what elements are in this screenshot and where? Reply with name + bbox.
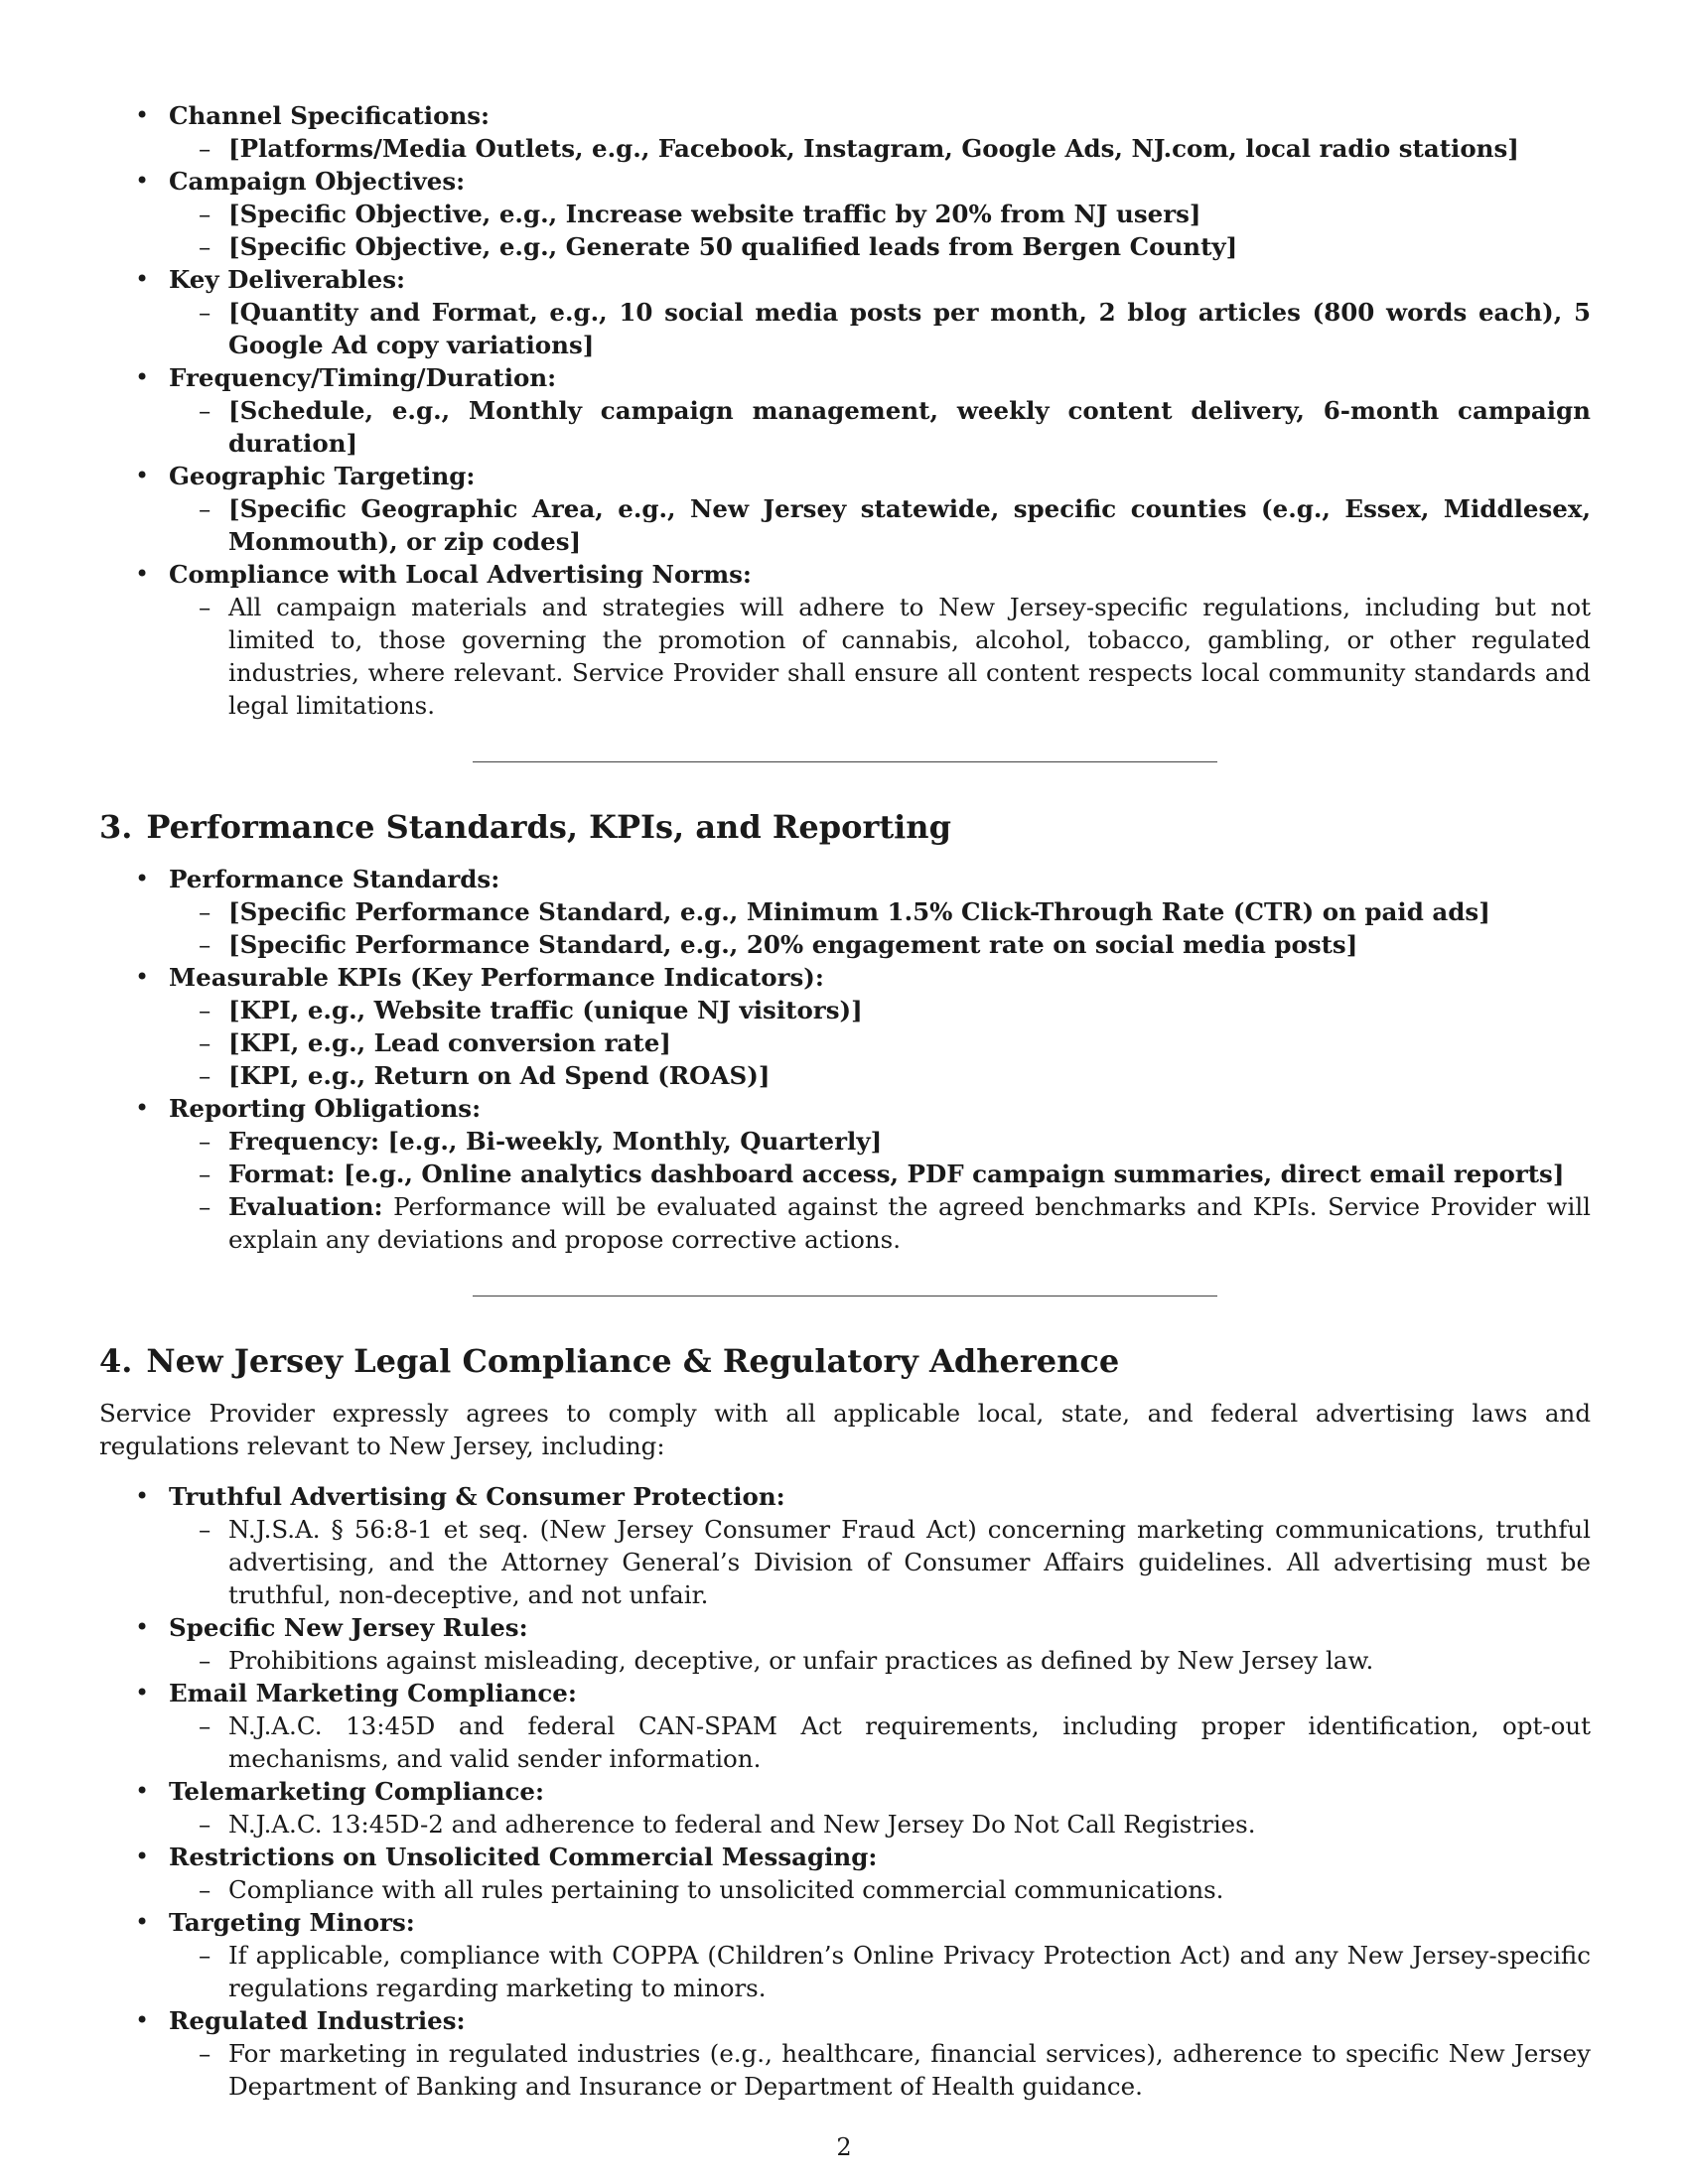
sub-item-bold-text: [Quantity and Format, e.g., 10 social media posts per month, 2 blog articles (800 words each), 5 Google Ad copy variations] [228, 298, 1591, 359]
list-item [99, 1906, 1591, 2004]
sub-item-bold-text: [KPI, e.g., Lead conversion rate] [228, 1028, 671, 1057]
sub-item-bold-text: [Specific Objective, e.g., Generate 50 qualified leads from Bergen County] [228, 232, 1238, 261]
list-item [99, 1611, 1591, 1677]
sub-list [169, 132, 1591, 165]
list-item-label: Specific New Jersey Rules: [169, 1613, 528, 1642]
list-item-label: Key Deliverables: [169, 265, 406, 294]
list-item [99, 1677, 1591, 1775]
section-4-title: New Jersey Legal Compliance & Regulatory Adherence [146, 1342, 1120, 1380]
sub-list-item [169, 1059, 1591, 1092]
sub-list-item [169, 132, 1591, 165]
list-item-label: Measurable KPIs (Key Performance Indicators): [169, 963, 824, 992]
sub-list-item [169, 591, 1591, 722]
section-2-list [99, 99, 1591, 722]
section-3-title: Performance Standards, KPIs, and Reporting [146, 808, 951, 846]
page-number: 2 [836, 2133, 852, 2161]
sub-list-item [169, 394, 1591, 460]
sub-list-item [169, 492, 1591, 558]
sub-item-text: Prohibitions against misleading, deceptive, or unfair practices as defined by New Jersey law. [228, 1646, 1374, 1675]
sub-item-bold-text: Frequency: [e.g., Bi-weekly, Monthly, Quarterly] [228, 1127, 883, 1156]
sub-list-item [169, 1158, 1591, 1190]
sub-list-item [169, 1644, 1591, 1677]
list-item [99, 1480, 1591, 1611]
section-3-heading: 3. Performance Standards, KPIs, and Reporting [99, 808, 951, 846]
sub-item-text: For marketing in regulated industries (e.g., healthcare, financial services), adherence to specific New Jersey Department of Banking and Insurance or Department of Health guidance. [228, 2039, 1591, 2101]
sub-item-bold-text: [Specific Objective, e.g., Increase website traffic by 20% from NJ users] [228, 200, 1201, 228]
sub-list [169, 492, 1591, 558]
list-item-label: Reporting Obligations: [169, 1094, 482, 1123]
sub-list [169, 994, 1591, 1092]
sub-item-bold-text: [KPI, e.g., Website traffic (unique NJ visitors)] [228, 996, 863, 1024]
sub-list-item [169, 1125, 1591, 1158]
list-item [99, 165, 1591, 263]
sub-list [169, 1709, 1591, 1775]
sub-list [169, 895, 1591, 961]
sub-list [169, 1125, 1591, 1256]
sub-item-bold-text: [Specific Performance Standard, e.g., Minimum 1.5% Click-Through Rate (CTR) on paid ads] [228, 897, 1490, 926]
sub-list [169, 1873, 1591, 1906]
list-item-label: Channel Specifications: [169, 101, 491, 130]
sub-list-item [169, 1873, 1591, 1906]
list-item-label: Email Marketing Compliance: [169, 1679, 577, 1707]
sub-list [169, 2037, 1591, 2103]
section-3-list [99, 863, 1591, 1256]
list-item [99, 863, 1591, 961]
sub-item-bold-text: [KPI, e.g., Return on Ad Spend (ROAS)] [228, 1061, 771, 1090]
sub-item-bold-text: [Specific Geographic Area, e.g., New Jersey statewide, specific counties (e.g., Essex, Middlesex, Monmouth), or zip codes] [228, 494, 1591, 556]
sub-list-item [169, 2037, 1591, 2103]
sub-list [169, 1808, 1591, 1841]
list-item [99, 1841, 1591, 1906]
list-item [99, 361, 1591, 460]
sub-list [169, 1644, 1591, 1677]
sub-list [169, 198, 1591, 263]
list-item-label: Regulated Industries: [169, 2006, 466, 2035]
list-item-label: Compliance with Local Advertising Norms: [169, 560, 752, 589]
list-item [99, 1092, 1591, 1256]
sub-item-text: Performance will be evaluated against the agreed benchmarks and KPIs. Service Provider will explain any deviations and propose corrective actions. [228, 1192, 1591, 1254]
list-item-label: Campaign Objectives: [169, 167, 466, 196]
sub-item-text: All campaign materials and strategies will adhere to New Jersey-specific regulations, including but not limited to, those governing the promotion of cannabis, alcohol, tobacco, gambling, or other regulated industries, where relevant. Service Provider shall ensure all content respects local community standards and legal limitations. [228, 593, 1591, 720]
list-item [99, 1775, 1591, 1841]
sub-list-item [169, 994, 1591, 1026]
sub-list [169, 1513, 1591, 1611]
list-item [99, 961, 1591, 1092]
sub-list-item [169, 895, 1591, 928]
sub-item-text: N.J.A.C. 13:45D and federal CAN-SPAM Act requirements, including proper identification, opt-out mechanisms, and valid sender information. [228, 1711, 1591, 1773]
list-item-label: Frequency/Timing/Duration: [169, 363, 557, 392]
list-item-label: Truthful Advertising & Consumer Protection: [169, 1482, 785, 1511]
sub-list-item [169, 1513, 1591, 1611]
section-4-heading: 4. New Jersey Legal Compliance & Regulatory Adherence [99, 1342, 1120, 1380]
section-4-list [99, 1480, 1591, 2103]
list-item-label: Restrictions on Unsolicited Commercial Messaging: [169, 1843, 878, 1871]
sub-item-bold-text: [Schedule, e.g., Monthly campaign management, weekly content delivery, 6-month campaign duration] [228, 396, 1591, 458]
sub-list [169, 591, 1591, 722]
sub-list [169, 296, 1591, 361]
list-item-label: Geographic Targeting: [169, 462, 476, 490]
page-content [99, 99, 1591, 2103]
sub-item-bold-text: [Platforms/Media Outlets, e.g., Facebook, Instagram, Google Ads, NJ.com, local radio stations] [228, 134, 1519, 163]
section-4-intro: Service Provider expressly agrees to comply with all applicable local, state, and federal advertising laws and regulations relevant to New Jersey, including: [99, 1399, 1591, 1460]
sub-list-item [169, 230, 1591, 263]
sub-list-item [169, 1939, 1591, 2004]
sub-item-bold-text: Evaluation: [228, 1192, 383, 1221]
sub-list-item [169, 198, 1591, 230]
list-item [99, 99, 1591, 165]
section-divider [473, 761, 1217, 762]
sub-list [169, 394, 1591, 460]
list-item [99, 263, 1591, 361]
sub-item-text: N.J.A.C. 13:45D-2 and adherence to federal and New Jersey Do Not Call Registries. [228, 1810, 1256, 1839]
sub-list [169, 1939, 1591, 2004]
section-divider [473, 1296, 1217, 1297]
sub-list-item [169, 1808, 1591, 1841]
list-item [99, 460, 1591, 558]
sub-item-text: N.J.S.A. § 56:8-1 et seq. (New Jersey Consumer Fraud Act) concerning marketing communications, truthful advertising, and the Attorney General’s Division of Consumer Affairs guidelines. All advertising must be truthful, non-deceptive, and not unfair. [228, 1515, 1591, 1609]
list-item-label: Targeting Minors: [169, 1908, 415, 1937]
list-item [99, 558, 1591, 722]
list-item-label: Performance Standards: [169, 865, 500, 893]
sub-list-item [169, 1709, 1591, 1775]
sub-list-item [169, 296, 1591, 361]
sub-list-item [169, 1190, 1591, 1256]
list-item [99, 2004, 1591, 2103]
sub-list-item [169, 928, 1591, 961]
sub-item-text: Compliance with all rules pertaining to unsolicited commercial communications. [228, 1875, 1224, 1904]
sub-item-text: If applicable, compliance with COPPA (Children’s Online Privacy Protection Act) and any New Jersey-specific regulations regarding marketing to minors. [228, 1941, 1591, 2002]
sub-item-bold-text: Format: [e.g., Online analytics dashboard access, PDF campaign summaries, direct email reports] [228, 1160, 1565, 1188]
list-item-label: Telemarketing Compliance: [169, 1777, 545, 1806]
sub-list-item [169, 1026, 1591, 1059]
sub-item-bold-text: [Specific Performance Standard, e.g., 20% engagement rate on social media posts] [228, 930, 1358, 959]
